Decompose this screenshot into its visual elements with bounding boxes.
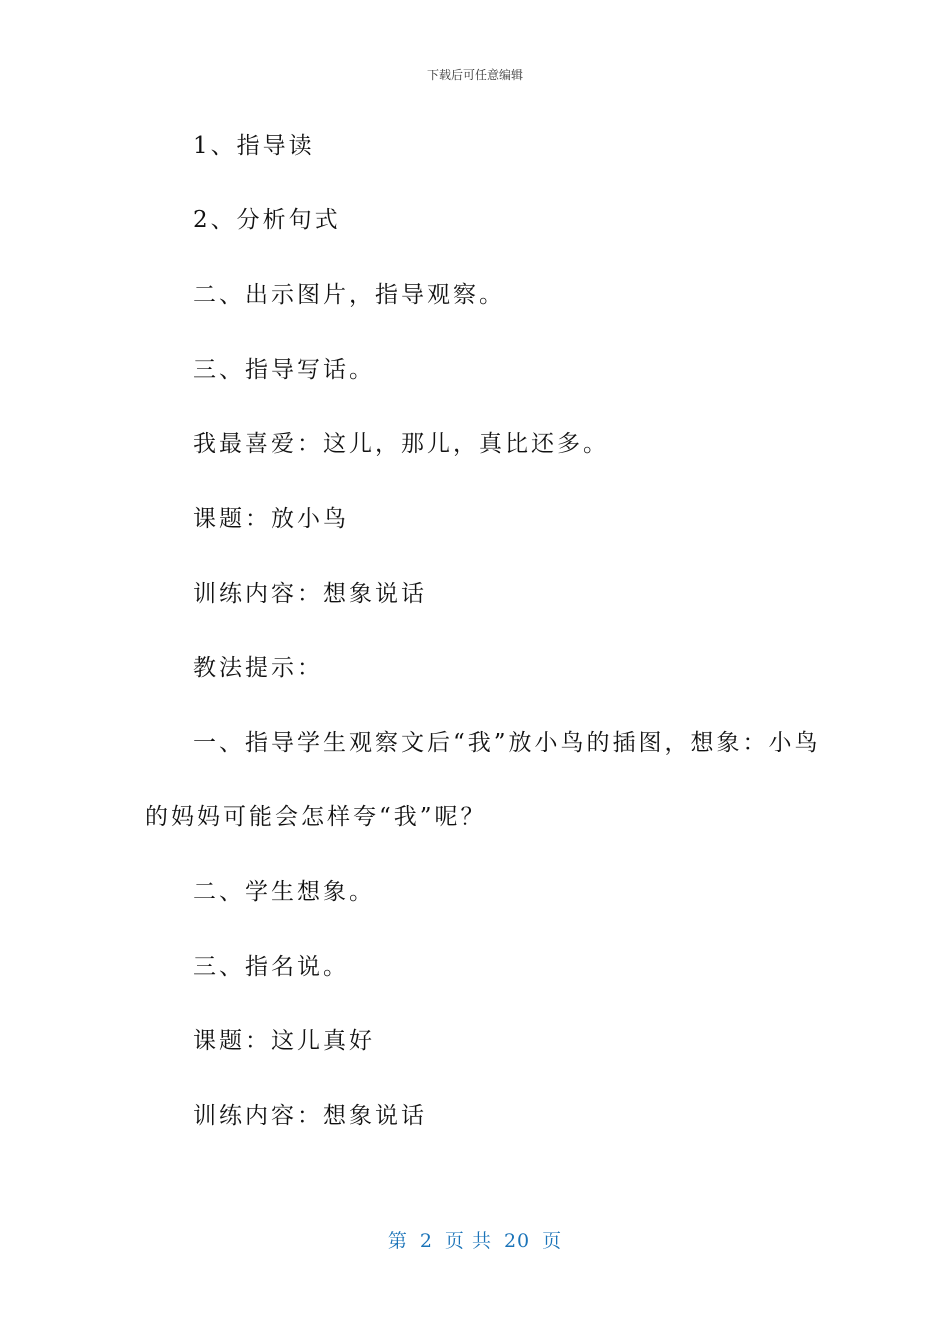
paragraph-line: 我最喜爱：这儿，那儿，真比还多。 [193, 431, 609, 457]
paragraph-line: 课题：放小鸟 [193, 506, 349, 532]
paragraph-line: 1、指导读 [193, 133, 315, 159]
paragraph-line: 一、指导学生观察文后“我”放小鸟的插图，想象：小鸟 [193, 730, 821, 756]
paragraph-line: 三、指名说。 [193, 954, 349, 980]
paragraph-line: 训练内容：想象说话 [193, 1103, 427, 1129]
paragraph-line: 二、出示图片，指导观察。 [193, 282, 505, 308]
paragraph-line: 教法提示： [193, 655, 323, 681]
current-page-number: 2 [419, 1230, 433, 1252]
paragraph-line: 2、分析句式 [193, 207, 341, 233]
total-pages-number: 20 [503, 1230, 531, 1252]
paragraph-line: 二、学生想象。 [193, 879, 375, 905]
paragraph-line: 的妈妈可能会怎样夸“我”呢？ [145, 804, 487, 830]
page-header: 下载后可任意编辑 [426, 68, 523, 82]
footer-suffix: 页 [542, 1230, 563, 1252]
paragraph-line: 三、指导写话。 [193, 357, 375, 383]
footer-prefix: 第 [387, 1230, 408, 1252]
footer-middle: 页 共 [444, 1230, 492, 1252]
paragraph-line: 训练内容：想象说话 [193, 581, 427, 607]
page-footer [0, 1226, 950, 1253]
paragraph-line: 课题：这儿真好 [193, 1028, 375, 1054]
